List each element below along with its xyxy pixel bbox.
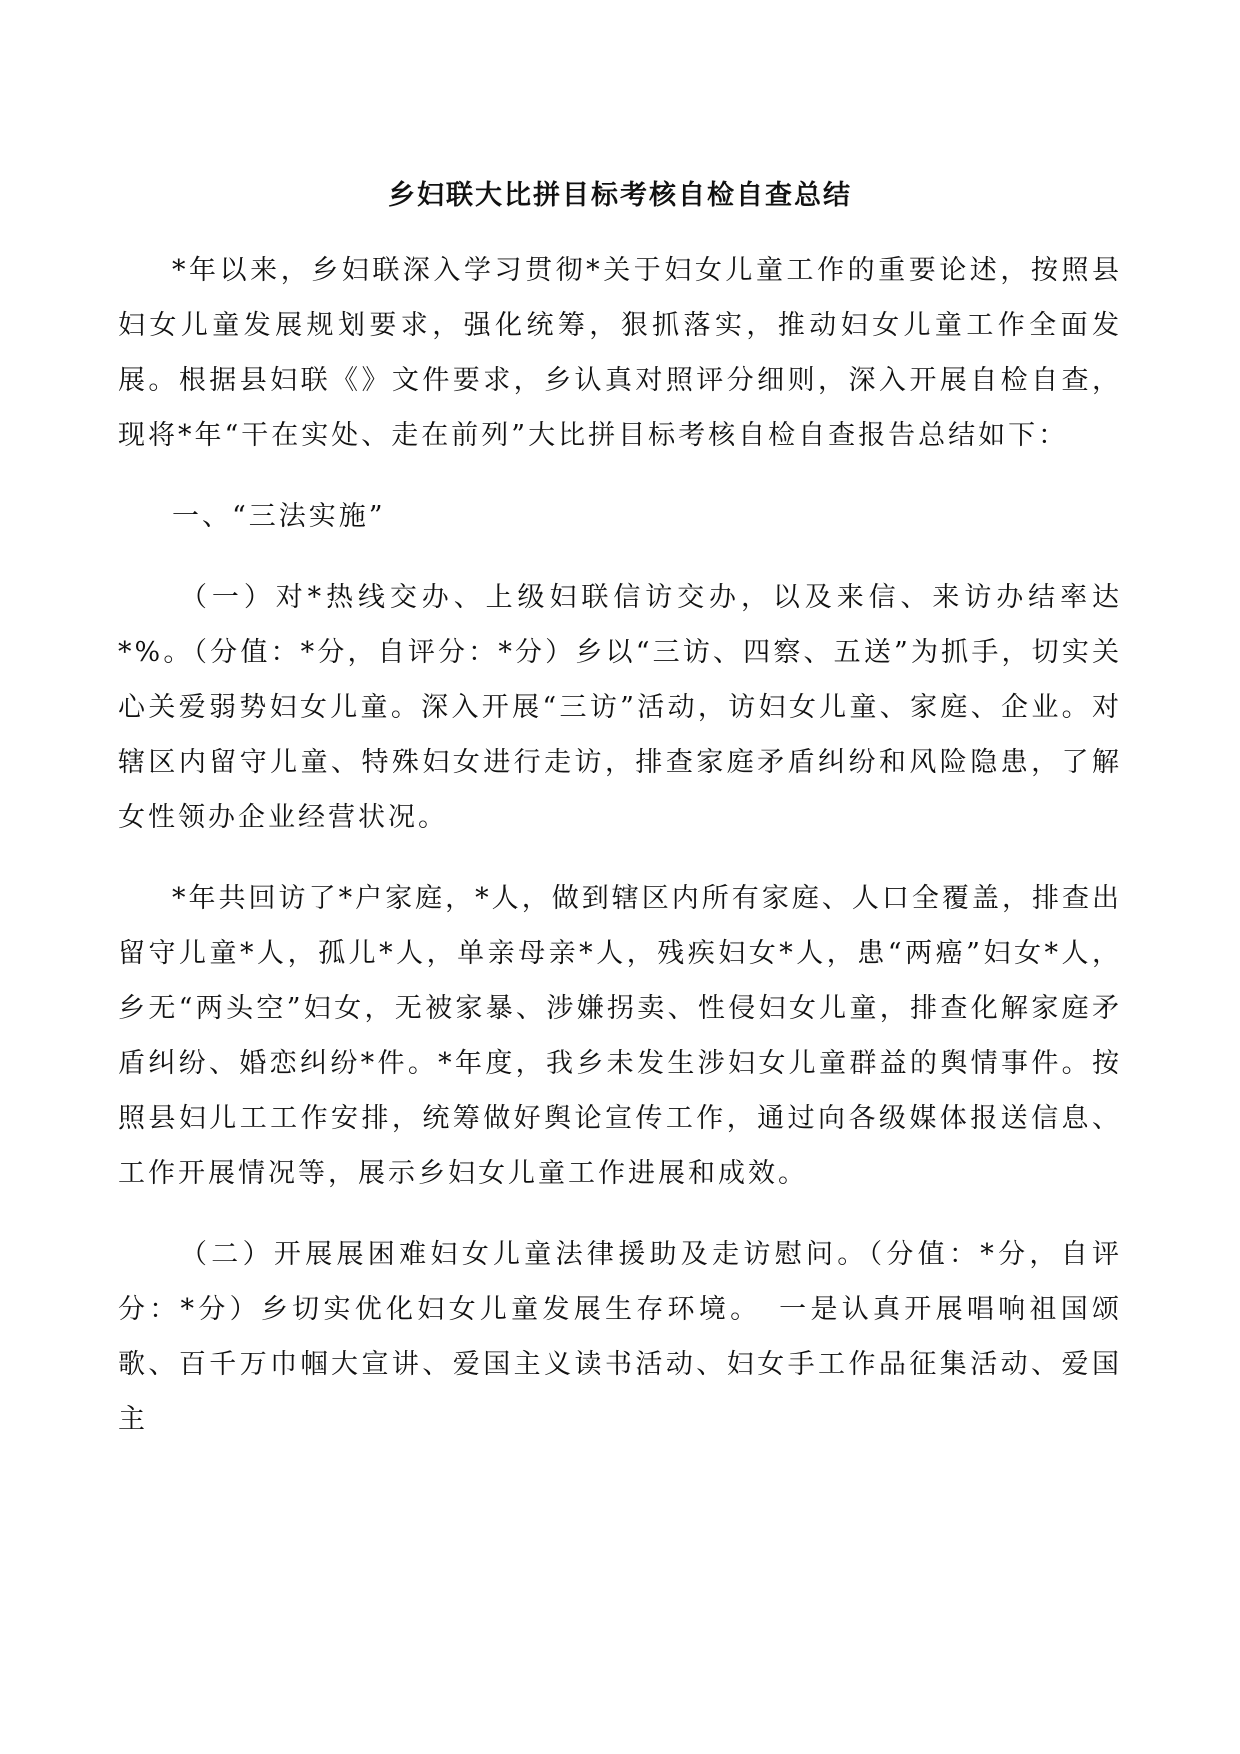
paragraph-visit-stats: *年共回访了*户家庭，*人，做到辖区内所有家庭、人口全覆盖，排查出留守儿童*人，孤儿*人，单亲母亲*人，残疾妇女*人，患“两癌”妇女*人，乡无“两头空”妇女，无被家暴、涉嫌拐卖、性侵妇女儿童，排查化解家庭矛盾纠纷、婚恋纠纷*件。*年度，我乡未发生涉妇女儿童群益的舆情事件。按照县妇儿工工作安排，统筹做好舆论宣传工作，通过向各级媒体报送信息、工作开展情况等，展示乡妇女儿童工作进展和成效。 bbox=[118, 883, 1122, 1189]
paragraph-item-2: （二）开展展困难妇女儿童法律援助及走访慰问。（分值：*分，自评分：*分）乡切实优化妇女儿童发展生存环境。 一是认真开展唱响祖国颂歌、百千万巾帼大宣讲、爱国主义读书活动、妇女手工作品征集活动、爱国主 bbox=[118, 1239, 1122, 1435]
document-body bbox=[118, 243, 1122, 1447]
section-heading-three-laws: 一、“三法实施” bbox=[172, 501, 386, 532]
document-title: 乡妇联大比拼目标考核自检自查总结 bbox=[388, 180, 852, 211]
paragraph-item-1: （一）对*热线交办、上级妇联信访交办，以及来信、来访办结率达*%。（分值：*分，自评分：*分）乡以“三访、四察、五送”为抓手，切实关心关爱弱势妇女儿童。深入开展“三访”活动，访妇女儿童、家庭、企业。对辖区内留守儿童、特殊妇女进行走访，排查家庭矛盾纠纷和风险隐患，了解女性领办企业经营状况。 bbox=[118, 582, 1122, 833]
paragraph-intro: *年以来，乡妇联深入学习贯彻*关于妇女儿童工作的重要论述，按照县妇女儿童发展规划要求，强化统筹，狠抓落实，推动妇女儿童工作全面发展。根据县妇联《》文件要求，乡认真对照评分细则，深入开展自检自查，现将*年“干在实处、走在前列”大比拼目标考核自检自查报告总结如下： bbox=[118, 255, 1122, 451]
